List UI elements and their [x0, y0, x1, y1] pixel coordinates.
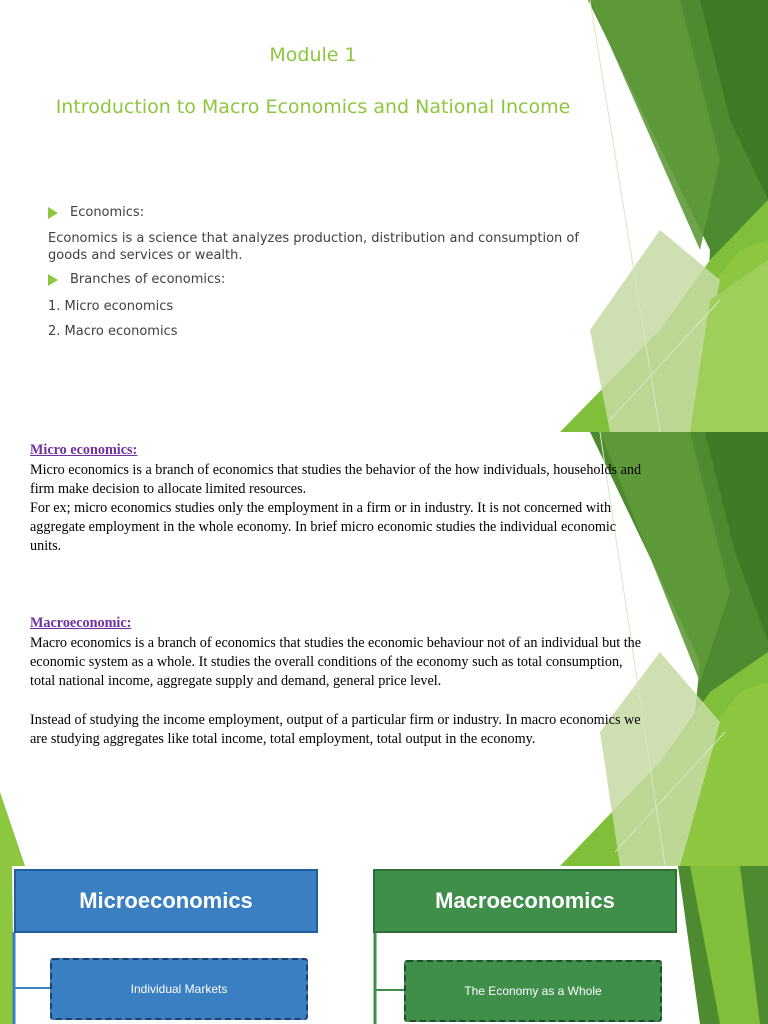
bullet-branches-label: Branches of economics: [70, 272, 226, 287]
bullet-economics [48, 205, 144, 220]
slide-title: Introduction to Macro Economics and National Income [55, 96, 571, 118]
bullet-economics-label: Economics: [70, 205, 145, 220]
slide-1 [0, 0, 768, 432]
macro-paragraph-1: Macro economics is a branch of economics that studies the economic behaviour not of an individual but the economic system as a whole. It studies the overall conditions of the economy such as total consumption, total national income, aggregate supply and demand, general price level. [30, 635, 642, 690]
module-label: Module 1 [269, 44, 357, 66]
macroeconomics-box: Macroeconomics [373, 869, 677, 933]
bullet-branches [48, 272, 225, 287]
microeconomics-box: Microeconomics [14, 869, 318, 933]
macro-heading: Macroeconomic: [30, 615, 132, 631]
triangle-bullet-icon [48, 274, 58, 286]
branch-item-1: 1. Micro economics [48, 299, 174, 314]
triangle-bullet-icon [48, 207, 58, 219]
individual-markets-box: Individual Markets [50, 958, 308, 1020]
slide-2 [0, 432, 768, 866]
micro-paragraph-1: Micro economics is a branch of economics that studies the behavior of the how individuals, households and firm make decision to allocate limited resources. [30, 462, 642, 498]
economics-definition: Economics is a science that analyzes production, distribution and consumption of goods and services or wealth. [48, 231, 579, 263]
micro-paragraph-2: For ex; micro economics studies only the employment in a firm or in industry. It is not concerned with aggregate employment in the whole economy. In brief micro economic studies the individual economic units. [30, 500, 617, 555]
branch-item-2: 2. Macro economics [48, 324, 178, 339]
macro-paragraph-2: Instead of studying the income employment, output of a particular firm or industry. In macro economics we are studying aggregates like total income, total employment, total output in the economy. [30, 712, 641, 748]
economy-as-whole-box: The Economy as a Whole [404, 960, 662, 1022]
slide-3 [0, 866, 768, 1024]
micro-heading: Micro economics: [30, 442, 138, 458]
